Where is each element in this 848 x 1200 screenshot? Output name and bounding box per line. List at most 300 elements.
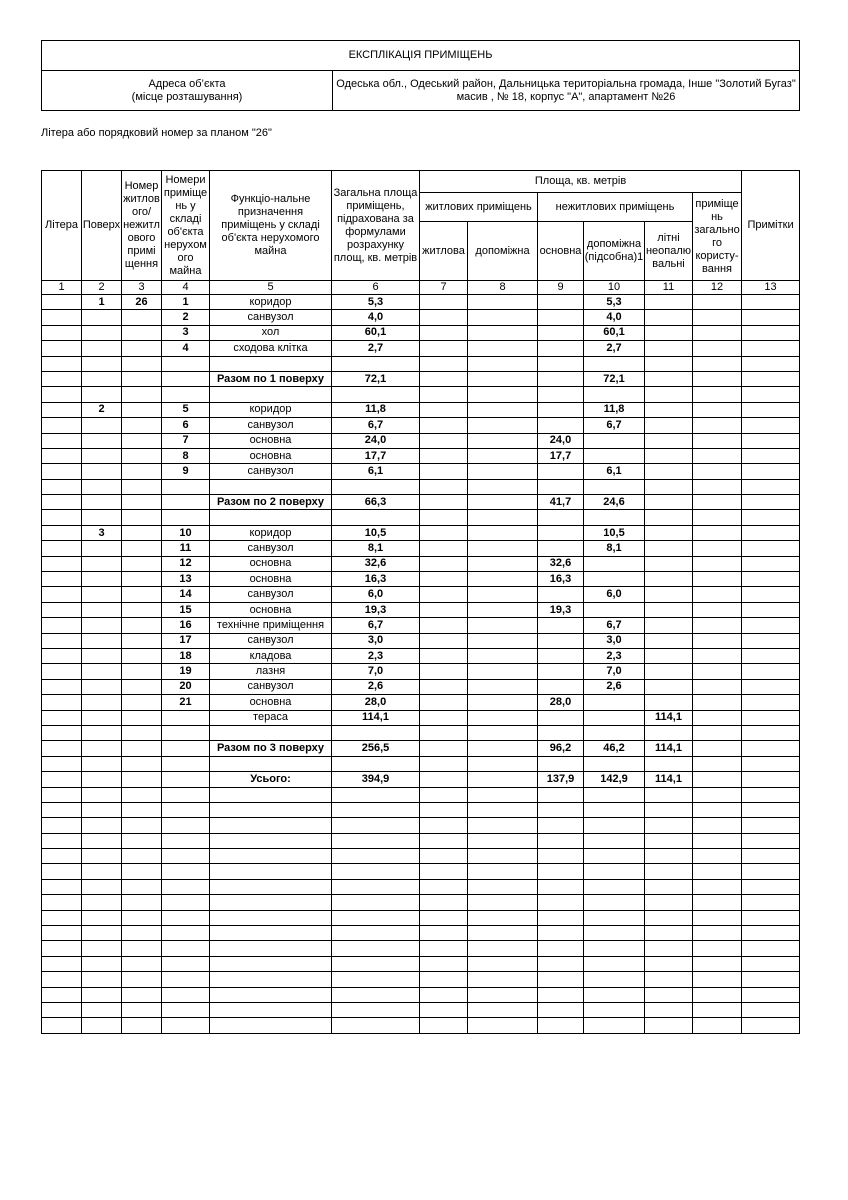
osnovna-cell: 137,9 <box>538 772 584 787</box>
empty-row <box>42 910 800 925</box>
empty-cell <box>468 1018 538 1033</box>
litera-cell <box>42 495 82 510</box>
prymitky-cell <box>742 679 800 694</box>
osnovna-cell: 96,2 <box>538 741 584 756</box>
empty-cell <box>538 926 584 941</box>
poverkh-cell: 3 <box>82 525 122 540</box>
total-area-cell: 8,1 <box>332 541 420 556</box>
function-cell: коридор <box>210 525 332 540</box>
total-area-cell: 72,1 <box>332 371 420 386</box>
empty-cell <box>584 956 645 971</box>
empty-cell <box>645 787 693 802</box>
function-cell: Усього: <box>210 772 332 787</box>
total-area-cell: 7,0 <box>332 664 420 679</box>
zhytlova-cell <box>420 587 468 602</box>
empty-cell <box>42 864 82 879</box>
empty-cell <box>645 941 693 956</box>
poverkh-cell <box>82 464 122 479</box>
zahalnoho-cell <box>693 295 742 310</box>
zahalnoho-cell <box>693 664 742 679</box>
zhytlova-cell <box>420 572 468 587</box>
litni-cell <box>645 295 693 310</box>
total-area-cell <box>332 756 420 771</box>
prymitky-cell <box>742 325 800 340</box>
empty-cell <box>420 941 468 956</box>
empty-cell <box>420 802 468 817</box>
empty-cell <box>468 972 538 987</box>
litera-cell <box>42 310 82 325</box>
dopomizhna-pidsobna-cell <box>584 433 645 448</box>
empty-cell <box>210 849 332 864</box>
zhytlova-cell <box>420 772 468 787</box>
empty-row <box>42 987 800 1002</box>
osnovna-cell <box>538 295 584 310</box>
nomer-zhytlovoho-cell <box>122 418 162 433</box>
prymitky-cell <box>742 525 800 540</box>
function-cell: основна <box>210 572 332 587</box>
dopomizhna-pidsobna-cell <box>584 756 645 771</box>
prymitky-cell <box>742 433 800 448</box>
empty-cell <box>210 941 332 956</box>
empty-cell <box>693 787 742 802</box>
empty-cell <box>584 1002 645 1017</box>
empty-cell <box>420 987 468 1002</box>
empty-cell <box>584 1018 645 1033</box>
nomer-zhytlovoho-cell <box>122 772 162 787</box>
litera-cell <box>42 572 82 587</box>
empty-cell <box>122 802 162 817</box>
empty-cell <box>82 864 122 879</box>
prymitky-cell <box>742 756 800 771</box>
litni-cell <box>645 387 693 402</box>
empty-cell <box>468 895 538 910</box>
dopomizhna-cell <box>468 325 538 340</box>
dopomizhna-pidsobna-cell: 11,8 <box>584 402 645 417</box>
dopomizhna-cell <box>468 479 538 494</box>
table-row <box>42 772 800 787</box>
table-row <box>42 495 800 510</box>
empty-cell <box>468 818 538 833</box>
nomer-zhytlovoho-cell <box>122 464 162 479</box>
address-label-line-1: Адреса об’єкта <box>148 77 226 90</box>
litera-cell <box>42 510 82 525</box>
column-number: 13 <box>742 281 800 295</box>
empty-cell <box>693 879 742 894</box>
zahalnoho-cell <box>693 325 742 340</box>
osnovna-cell <box>538 633 584 648</box>
table-row <box>42 341 800 356</box>
osnovna-cell <box>538 648 584 663</box>
poverkh-cell <box>82 448 122 463</box>
empty-cell <box>584 987 645 1002</box>
empty-cell <box>538 833 584 848</box>
function-cell: кладова <box>210 648 332 663</box>
empty-cell <box>122 1002 162 1017</box>
empty-cell <box>538 802 584 817</box>
empty-cell <box>332 910 420 925</box>
function-cell: Разом по 1 поверху <box>210 371 332 386</box>
prymitky-cell <box>742 479 800 494</box>
empty-cell <box>82 910 122 925</box>
zhytlova-cell <box>420 741 468 756</box>
zhytlova-cell <box>420 541 468 556</box>
prymitky-cell <box>742 648 800 663</box>
osnovna-cell <box>538 387 584 402</box>
empty-cell <box>538 910 584 925</box>
function-cell: хол <box>210 325 332 340</box>
empty-cell <box>332 895 420 910</box>
col-header-dopomizhna: допоміжна <box>468 222 538 281</box>
litera-note: Літера або порядковий номер за планом "26" <box>41 127 272 139</box>
empty-cell <box>538 849 584 864</box>
zahalnoho-cell <box>693 418 742 433</box>
dopomizhna-pidsobna-cell: 10,5 <box>584 525 645 540</box>
nomer-zhytlovoho-cell <box>122 725 162 740</box>
nomer-zhytlovoho-cell <box>122 310 162 325</box>
empty-cell <box>584 864 645 879</box>
table-row <box>42 695 800 710</box>
osnovna-cell: 41,7 <box>538 495 584 510</box>
empty-cell <box>742 972 800 987</box>
zahalnoho-cell <box>693 433 742 448</box>
empty-cell <box>42 895 82 910</box>
total-area-cell: 5,3 <box>332 295 420 310</box>
empty-cell <box>693 941 742 956</box>
empty-cell <box>82 849 122 864</box>
dopomizhna-cell <box>468 418 538 433</box>
empty-cell <box>82 895 122 910</box>
nomer-zhytlovoho-cell <box>122 387 162 402</box>
litera-cell <box>42 710 82 725</box>
litni-cell <box>645 572 693 587</box>
dopomizhna-pidsobna-cell <box>584 356 645 371</box>
litera-cell <box>42 633 82 648</box>
function-cell: основна <box>210 433 332 448</box>
empty-cell <box>332 818 420 833</box>
room-number-cell: 5 <box>162 402 210 417</box>
empty-row <box>42 802 800 817</box>
total-area-cell: 11,8 <box>332 402 420 417</box>
table-row <box>42 525 800 540</box>
address-value-line-1: Одеська обл., Одеський район, Дальницька територіальна громада, Інше "Золотий Бугаз" <box>336 77 796 90</box>
room-number-cell: 9 <box>162 464 210 479</box>
osnovna-cell <box>538 464 584 479</box>
empty-cell <box>162 818 210 833</box>
litni-cell <box>645 648 693 663</box>
osnovna-cell <box>538 525 584 540</box>
col-header-osnovna: основна <box>538 222 584 281</box>
empty-cell <box>420 787 468 802</box>
empty-cell <box>42 941 82 956</box>
poverkh-cell <box>82 741 122 756</box>
room-number-cell: 14 <box>162 587 210 602</box>
poverkh-cell <box>82 679 122 694</box>
prymitky-cell <box>742 464 800 479</box>
poverkh-cell <box>82 710 122 725</box>
empty-row <box>42 1002 800 1017</box>
function-cell <box>210 510 332 525</box>
room-number-cell <box>162 371 210 386</box>
empty-cell <box>584 879 645 894</box>
osnovna-cell: 17,7 <box>538 448 584 463</box>
nomer-zhytlovoho-cell <box>122 587 162 602</box>
empty-cell <box>420 1002 468 1017</box>
function-cell: тераса <box>210 710 332 725</box>
empty-cell <box>742 956 800 971</box>
zahalnoho-cell <box>693 464 742 479</box>
osnovna-cell <box>538 418 584 433</box>
col-header-poverkh: Поверх <box>82 171 122 281</box>
zhytlova-cell <box>420 710 468 725</box>
nomer-zhytlovoho-cell <box>122 525 162 540</box>
total-area-cell: 19,3 <box>332 602 420 617</box>
total-area-cell: 6,1 <box>332 464 420 479</box>
table-row <box>42 587 800 602</box>
dopomizhna-pidsobna-cell: 5,3 <box>584 295 645 310</box>
room-number-cell <box>162 479 210 494</box>
total-area-cell <box>332 479 420 494</box>
empty-cell <box>420 864 468 879</box>
poverkh-cell <box>82 325 122 340</box>
empty-cell <box>420 818 468 833</box>
col-header-litni: літні неопалю вальні <box>645 222 693 281</box>
empty-cell <box>693 956 742 971</box>
empty-cell <box>332 787 420 802</box>
nomer-zhytlovoho-cell <box>122 664 162 679</box>
col-header-nezhytlovykh: нежитлових приміщень <box>538 193 693 222</box>
nomer-zhytlovoho-cell <box>122 371 162 386</box>
poverkh-cell <box>82 495 122 510</box>
litera-cell <box>42 695 82 710</box>
empty-cell <box>82 956 122 971</box>
total-area-cell <box>332 356 420 371</box>
prymitky-cell <box>742 541 800 556</box>
zhytlova-cell <box>420 418 468 433</box>
litera-cell <box>42 618 82 633</box>
table-row <box>42 325 800 340</box>
room-number-cell <box>162 756 210 771</box>
litera-cell <box>42 418 82 433</box>
function-cell: основна <box>210 602 332 617</box>
empty-cell <box>645 864 693 879</box>
empty-cell <box>332 1018 420 1033</box>
poverkh-cell <box>82 602 122 617</box>
column-number: 8 <box>468 281 538 295</box>
dopomizhna-pidsobna-cell <box>584 387 645 402</box>
dopomizhna-pidsobna-cell <box>584 510 645 525</box>
prymitky-cell <box>742 572 800 587</box>
empty-row <box>42 926 800 941</box>
empty-cell <box>42 910 82 925</box>
col-header-zhytlova: житлова <box>420 222 468 281</box>
empty-cell <box>210 972 332 987</box>
prymitky-cell <box>742 295 800 310</box>
function-cell: Разом по 3 поверху <box>210 741 332 756</box>
empty-cell <box>82 802 122 817</box>
prymitky-cell <box>742 772 800 787</box>
zhytlova-cell <box>420 510 468 525</box>
empty-cell <box>210 1018 332 1033</box>
empty-cell <box>162 864 210 879</box>
empty-cell <box>82 1002 122 1017</box>
nomer-zhytlovoho-cell <box>122 741 162 756</box>
function-cell: санвузол <box>210 587 332 602</box>
empty-cell <box>645 1018 693 1033</box>
empty-cell <box>742 895 800 910</box>
empty-cell <box>645 926 693 941</box>
empty-cell <box>693 1018 742 1033</box>
dopomizhna-cell <box>468 695 538 710</box>
total-area-cell: 2,7 <box>332 341 420 356</box>
prymitky-cell <box>742 510 800 525</box>
osnovna-cell <box>538 710 584 725</box>
empty-cell <box>584 926 645 941</box>
empty-cell <box>82 972 122 987</box>
empty-cell <box>122 941 162 956</box>
column-number: 6 <box>332 281 420 295</box>
litni-cell <box>645 633 693 648</box>
empty-cell <box>645 895 693 910</box>
empty-cell <box>468 910 538 925</box>
table-row <box>42 756 800 771</box>
room-number-cell: 13 <box>162 572 210 587</box>
empty-cell <box>162 1002 210 1017</box>
empty-cell <box>42 833 82 848</box>
poverkh-cell: 2 <box>82 402 122 417</box>
dopomizhna-cell <box>468 371 538 386</box>
litni-cell <box>645 525 693 540</box>
column-number: 3 <box>122 281 162 295</box>
function-cell: основна <box>210 556 332 571</box>
total-area-cell: 6,7 <box>332 418 420 433</box>
osnovna-cell <box>538 310 584 325</box>
litni-cell <box>645 756 693 771</box>
litni-cell <box>645 402 693 417</box>
empty-cell <box>742 787 800 802</box>
empty-cell <box>210 833 332 848</box>
dopomizhna-cell <box>468 710 538 725</box>
nomer-zhytlovoho-cell <box>122 510 162 525</box>
nomer-zhytlovoho-cell <box>122 618 162 633</box>
empty-cell <box>584 941 645 956</box>
empty-row <box>42 849 800 864</box>
litni-cell <box>645 495 693 510</box>
osnovna-cell <box>538 664 584 679</box>
empty-cell <box>584 972 645 987</box>
dopomizhna-cell <box>468 387 538 402</box>
dopomizhna-cell <box>468 448 538 463</box>
litera-cell <box>42 387 82 402</box>
empty-cell <box>42 972 82 987</box>
zhytlova-cell <box>420 295 468 310</box>
zhytlova-cell <box>420 387 468 402</box>
room-number-cell: 1 <box>162 295 210 310</box>
litni-cell <box>645 356 693 371</box>
empty-cell <box>742 941 800 956</box>
header-table <box>41 40 800 111</box>
empty-cell <box>42 879 82 894</box>
empty-cell <box>584 818 645 833</box>
osnovna-cell <box>538 325 584 340</box>
empty-cell <box>210 987 332 1002</box>
empty-cell <box>122 926 162 941</box>
dopomizhna-pidsobna-cell <box>584 710 645 725</box>
empty-cell <box>42 1002 82 1017</box>
empty-cell <box>742 987 800 1002</box>
empty-row <box>42 833 800 848</box>
table-row <box>42 479 800 494</box>
empty-cell <box>42 849 82 864</box>
dopomizhna-cell <box>468 725 538 740</box>
empty-cell <box>538 1018 584 1033</box>
address-label <box>42 71 333 111</box>
col-header-nomer-zhytlovoho: Номер житлов ого/ нежитл ового примі щення <box>122 171 162 281</box>
function-cell <box>210 756 332 771</box>
dopomizhna-cell <box>468 433 538 448</box>
zhytlova-cell <box>420 633 468 648</box>
litni-cell: 114,1 <box>645 741 693 756</box>
osnovna-cell <box>538 510 584 525</box>
dopomizhna-pidsobna-cell <box>584 725 645 740</box>
col-header-zhytlovykh: житлових приміщень <box>420 193 538 222</box>
empty-cell <box>538 787 584 802</box>
litera-cell <box>42 679 82 694</box>
empty-row <box>42 1018 800 1033</box>
zahalnoho-cell <box>693 618 742 633</box>
empty-cell <box>42 956 82 971</box>
empty-row <box>42 787 800 802</box>
address-value <box>333 71 800 111</box>
poverkh-cell <box>82 772 122 787</box>
dopomizhna-cell <box>468 679 538 694</box>
empty-cell <box>468 787 538 802</box>
prymitky-cell <box>742 495 800 510</box>
zahalnoho-cell <box>693 756 742 771</box>
empty-cell <box>82 787 122 802</box>
osnovna-cell <box>538 402 584 417</box>
zahalnoho-cell <box>693 679 742 694</box>
zhytlova-cell <box>420 695 468 710</box>
empty-cell <box>162 987 210 1002</box>
zhytlova-cell <box>420 602 468 617</box>
empty-cell <box>538 864 584 879</box>
empty-cell <box>468 941 538 956</box>
dopomizhna-pidsobna-cell: 2,7 <box>584 341 645 356</box>
empty-cell <box>332 972 420 987</box>
poverkh-cell <box>82 433 122 448</box>
litera-cell <box>42 741 82 756</box>
litera-cell <box>42 587 82 602</box>
empty-cell <box>332 987 420 1002</box>
room-number-cell <box>162 725 210 740</box>
empty-cell <box>122 910 162 925</box>
col-header-nomery-prymishchen: Номери приміще нь у складі об'єкта нерухом ого майна <box>162 171 210 281</box>
nomer-zhytlovoho-cell <box>122 433 162 448</box>
empty-cell <box>468 864 538 879</box>
column-number: 1 <box>42 281 82 295</box>
nomer-zhytlovoho-cell: 26 <box>122 295 162 310</box>
room-number-cell: 3 <box>162 325 210 340</box>
poverkh-cell <box>82 541 122 556</box>
room-number-cell: 12 <box>162 556 210 571</box>
litni-cell <box>645 587 693 602</box>
dopomizhna-cell <box>468 741 538 756</box>
empty-cell <box>468 956 538 971</box>
empty-cell <box>122 1018 162 1033</box>
zhytlova-cell <box>420 433 468 448</box>
empty-cell <box>162 972 210 987</box>
room-number-cell: 19 <box>162 664 210 679</box>
